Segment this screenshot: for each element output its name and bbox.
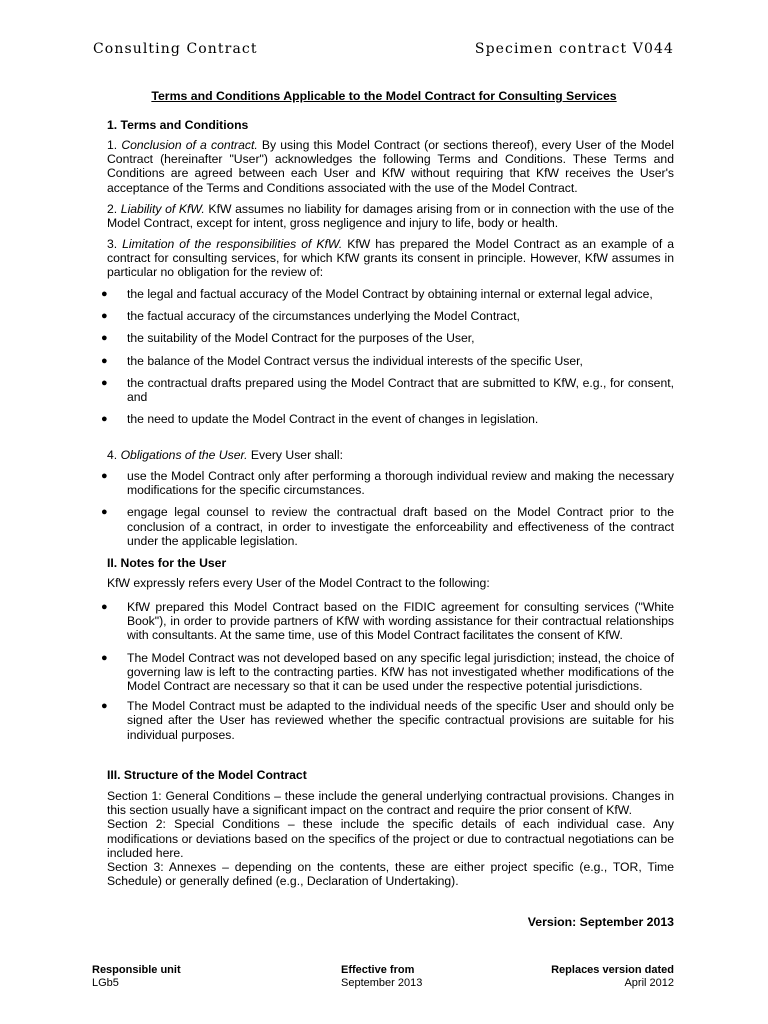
- section3-item-2: Section 2: Special Conditions – these include the specific details of each individual case. Any modifications or deviations based on the specifics of the project or due to contractual negotiations can be included here.: [107, 817, 674, 860]
- list-item: ● The Model Contract must be adapted to the individual needs of the specific User and should only be signed after the User has reviewed whether the specific contractual provisions are suitable for his individual purposes.: [101, 699, 674, 742]
- paragraph-text: KfW has prepared the Model Contract as an example of a contract for consulting services, for which KfW grants its consent in principle. However, KfW assumes in particular no obligation for the review of:: [107, 237, 674, 280]
- list-item: ● engage legal counsel to review the contractual draft based on the Model Contract prior to the conclusion of a contract, in order to investigate the enforceability and effectiveness of the contract under the applicable legislation.: [101, 505, 674, 548]
- list-item: ● the contractual drafts prepared using the Model Contract that are submitted to KfW, e.g., for consent, and: [101, 375, 674, 405]
- list-item: ● the legal and factual accuracy of the Model Contract by obtaining internal or external legal advice,: [101, 287, 653, 301]
- list-item: ● The Model Contract was not developed based on any specific legal jurisdiction; instead, the choice of governing law is left to the contracting parties. KfW has not investigated whether modifications of the Model Contract are necessary so that it can be used under the respective potential jurisdictions.: [101, 650, 674, 694]
- section3-item-3: Section 3: Annexes – depending on the contents, these are either project specific (e.g., TOR, Time Schedule) or generally defined (e.g., Declaration of Undertaking).: [107, 860, 674, 889]
- bullet-icon: ●: [101, 354, 108, 367]
- bullet-icon: ●: [101, 506, 108, 519]
- bullet-icon: ●: [101, 310, 108, 323]
- document-title: Terms and Conditions Applicable to the Model Contract for Consulting Services: [151, 89, 617, 103]
- header-right: Specimen contract V044: [474, 41, 674, 57]
- footer-label: Effective from: [341, 964, 415, 976]
- list-item: ● the balance of the Model Contract versus the individual interests of the specific User,: [101, 353, 583, 368]
- paragraph-obligations: 4. Obligations of the User. Every User shall:: [107, 448, 343, 462]
- paragraph-text: Every User shall:: [247, 448, 343, 462]
- footer-value: September 2013: [341, 977, 423, 989]
- list-item: ● the need to update the Model Contract in the event of changes in legislation.: [101, 412, 539, 427]
- bullet-list-obligations: [93, 469, 674, 548]
- paragraph-liability: 2. Liability of KfW. KfW assumes no liability for damages arising from or in connection with the use of the Model Contract, except for intent, gross negligence and injury to life, body or health.: [107, 202, 674, 231]
- footer-label: Responsible unit: [92, 964, 181, 976]
- section3-item-1: Section 1: General Conditions – these include the general underlying contractual provisions. Changes in this section usually have a significant impact on the contract and require the prior consent of KfW.: [107, 789, 674, 818]
- footer-responsible-unit: [92, 964, 181, 990]
- footer-effective-from: [341, 964, 422, 990]
- bullet-list-limitations: [93, 287, 674, 426]
- paragraph-lead: Liability of KfW.: [120, 202, 205, 216]
- bullet-icon: ●: [101, 288, 108, 300]
- section3-heading: III. Structure of the Model Contract: [107, 768, 307, 782]
- section3-body: [107, 789, 674, 888]
- bullet-icon: ●: [101, 700, 108, 713]
- section1-heading: 1. Terms and Conditions: [107, 118, 249, 132]
- paragraph-text: KfW assumes no liability for damages arising from or in connection with the use of the Model Contract, except for intent, gross negligence and injury to life, body or health.: [107, 202, 674, 231]
- bullet-list-notes: [93, 600, 674, 742]
- bullet-icon: ●: [101, 413, 108, 426]
- footer-value: April 2012: [624, 977, 674, 989]
- list-item: ● KfW prepared this Model Contract based on the FIDIC agreement for consulting services ("White Book"), in order to provide partners of KfW with wording assistance for their contractual relationships with consultants. At the same time, use of this Model Contract facilitates the consent of KfW.: [101, 600, 674, 643]
- paragraph-text: By using this Model Contract (or sections thereof), every User of the Model Contract (hereinafter "User") acknowledges the following Terms and Conditions. These Terms and Conditions are agreed between each User and KfW without requiring that KfW receives the User's acceptance of the Terms and Conditions associated with the use of the Model Contract.: [107, 138, 674, 195]
- bullet-icon: ●: [101, 470, 108, 482]
- paragraph-limitation: 3. Limitation of the responsibilities of KfW. KfW has prepared the Model Contract as an example of a contract for consulting services, for which KfW grants its consent in principle. However, KfW assumes in particular no obligation for the review of:: [107, 237, 674, 280]
- section2-intro: KfW expressly refers every User of the Model Contract to the following:: [107, 576, 490, 590]
- list-item: ● use the Model Contract only after performing a thorough individual review and making the necessary modifications for the specific circumstances.: [101, 469, 674, 498]
- header-left: Consulting Contract: [93, 41, 258, 57]
- version-label: Version: September 2013: [527, 915, 674, 929]
- section2-heading: II. Notes for the User: [107, 556, 227, 570]
- bullet-icon: ●: [101, 332, 108, 345]
- footer-label: Replaces version dated: [551, 964, 674, 976]
- footer-replaces-version: [551, 964, 674, 990]
- paragraph-lead: Obligations of the User.: [120, 448, 248, 462]
- list-item: ● the factual accuracy of the circumstances underlying the Model Contract,: [101, 309, 520, 324]
- bullet-icon: ●: [101, 651, 108, 664]
- paragraph-lead: Conclusion of a contract.: [121, 138, 258, 152]
- footer-value: LGb5: [92, 977, 119, 989]
- bullet-icon: ●: [101, 376, 108, 389]
- list-item: ● the suitability of the Model Contract for the purposes of the User,: [101, 331, 475, 346]
- paragraph-lead: Limitation of the responsibilities of KfW.: [122, 237, 343, 251]
- paragraph-conclusion: 1. Conclusion of a contract. By using this Model Contract (or sections thereof), every User of the Model Contract (hereinafter "User") acknowledges the following Terms and Conditions. These Terms and Conditions are agreed between each User and KfW without requiring that KfW receives the User's acceptance of the Terms and Conditions associated with the use of the Model Contract.: [107, 138, 674, 195]
- bullet-icon: ●: [101, 601, 108, 613]
